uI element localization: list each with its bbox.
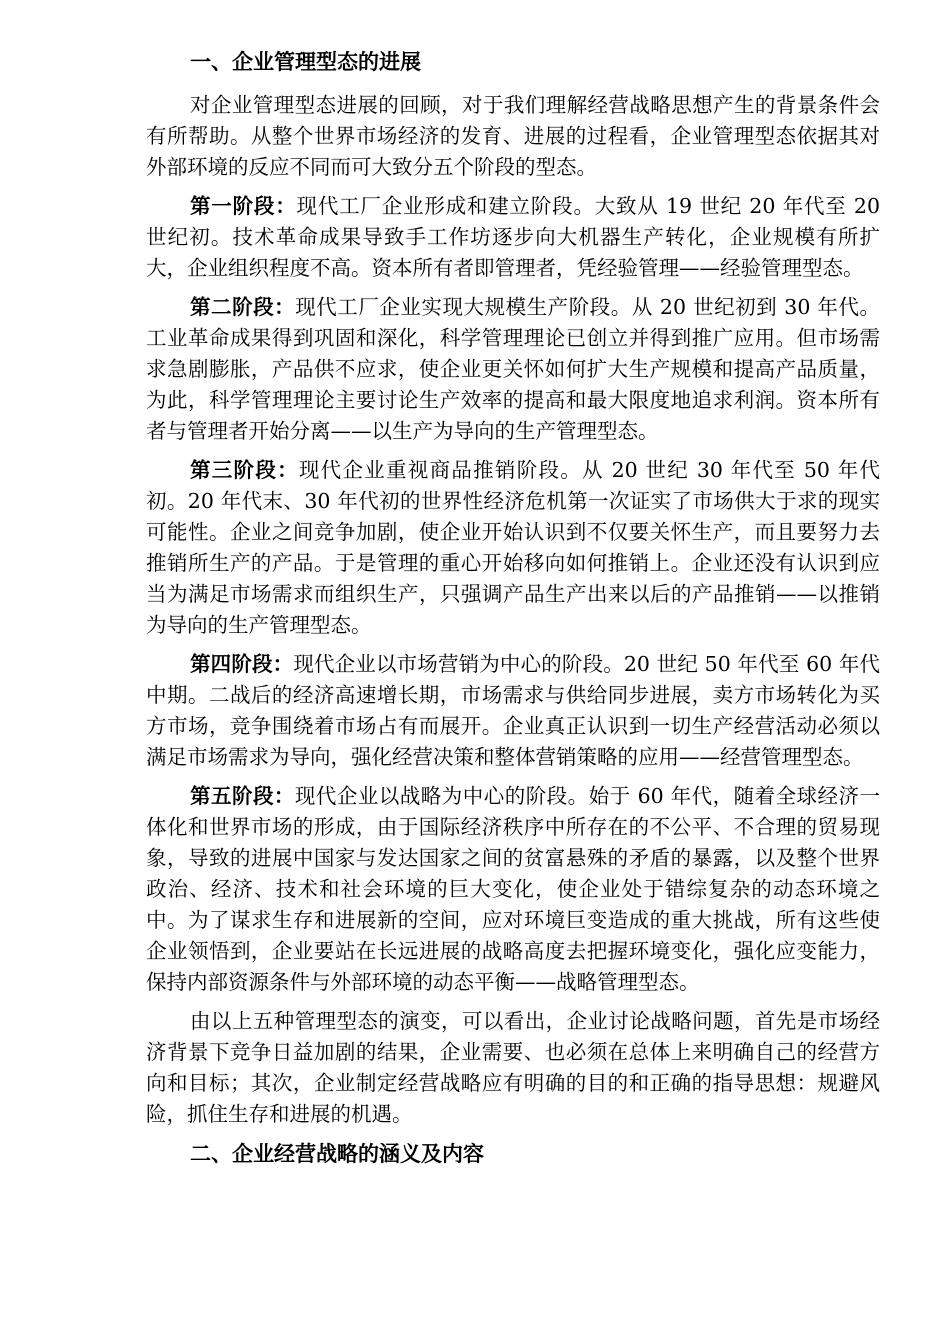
stage-1-label: 第一阶段： — [190, 194, 297, 218]
stage-3-text: 现代企业重视商品推销阶段。从 20 世纪 30 年代至 50 年代初。20 年代末、30 年代初的世界性经济危机第一次证实了市场供大于求的现实可能性。企业之间竞争加剧，使企业开始认识到不仅要关怀生产，而且要努力去推销所生产的产品。于是管理的重心开始移向如何推销上。企业还没有认识到应当为满足市场需求而组织生产，只强调产品生产出来以后的产品推销——以推销为导向的生产管理型态。 — [146, 458, 881, 637]
stage-5-label: 第五阶段： — [190, 784, 295, 808]
section-heading-1: 一、企业管理型态的进展 — [190, 49, 421, 74]
stage-1-paragraph — [146, 191, 880, 284]
stage-3-label: 第三阶段： — [190, 458, 299, 482]
stage-2-text: 现代工厂企业实现大规模生产阶段。从 20 世纪初到 30 年代。工业革命成果得到巩固和深化，科学管理理论已创立并得到推广应用。但市场需求急剧膨胀，产品供不应求，使企业更关怀如何扩大生产规模和提高产品质量，为此，科学管理理论主要讨论生产效率的提高和最大限度地追求利润。资本所有者与管理者开始分离——以生产为导向的生产管理型态。 — [146, 295, 880, 443]
document-page — [146, 46, 880, 1182]
stage-5-text: 现代企业以战略为中心的阶段。始于 60 年代，随着全球经济一体化和世界市场的形成，由于国际经济秩序中所存在的不公平、不合理的贸易现象，导致的进展中国家与发达国家之间的贫富悬殊的矛盾的暴露，以及整个世界政治、经济、技术和社会环境的巨大变化，使企业处于错综复杂的动态环境之中。为了谋求生存和进展新的空间，应对环境巨变造成的重大挑战，所有这些使企业领悟到，企业要站在长远进展的战略高度去把握环境变化，强化应变能力，保持内部资源条件与外部环境的动态平衡——战略管理型态。 — [146, 784, 880, 994]
stage-1-text: 现代工厂企业形成和建立阶段。大致从 19 世纪 20 年代至 20 世纪初。技术革命成果导致手工作坊逐步向大机器生产转化，企业规模有所扩大，企业组织程度不高。资本所有者即管理者，凭经验管理——经验管理型态。 — [146, 194, 880, 280]
stage-4-paragraph — [146, 649, 880, 773]
stage-2-label: 第二阶段： — [190, 295, 296, 319]
stage-3-paragraph — [146, 455, 880, 641]
section-heading-2: 二、企业经营战略的涵义及内容 — [190, 1141, 484, 1166]
stage-4-label: 第四阶段： — [190, 652, 294, 676]
conclusion-paragraph: 由以上五种管理型态的演变，可以看出，企业讨论战略问题，首先是市场经济背景下竞争日益加剧的结果，企业需要、也必须在总体上来明确自己的经营方向和目标；其次，企业制定经营战略应有明确的目的和正确的指导思想：规避风险，抓住生存和进展的机遇。 — [146, 1009, 880, 1126]
stage-5-paragraph — [146, 781, 880, 998]
stage-2-paragraph — [146, 292, 880, 447]
intro-paragraph: 对企业管理型态进展的回顾，对于我们理解经营战略思想产生的背景条件会有所帮助。从整个世界市场经济的发育、进展的过程看，企业管理型态依据其对外部环境的反应不同而可大致分五个阶段的型态。 — [146, 93, 880, 179]
stage-4-text: 现代企业以市场营销为中心的阶段。20 世纪 50 年代至 60 年代中期。二战后的经济高速增长期，市场需求与供给同步进展，卖方市场转化为买方市场，竞争围绕着市场占有而展开。企业真正认识到一切生产经营活动必须以满足市场需求为导向，强化经营决策和整体营销策略的应用——经营管理型态。 — [146, 652, 880, 769]
